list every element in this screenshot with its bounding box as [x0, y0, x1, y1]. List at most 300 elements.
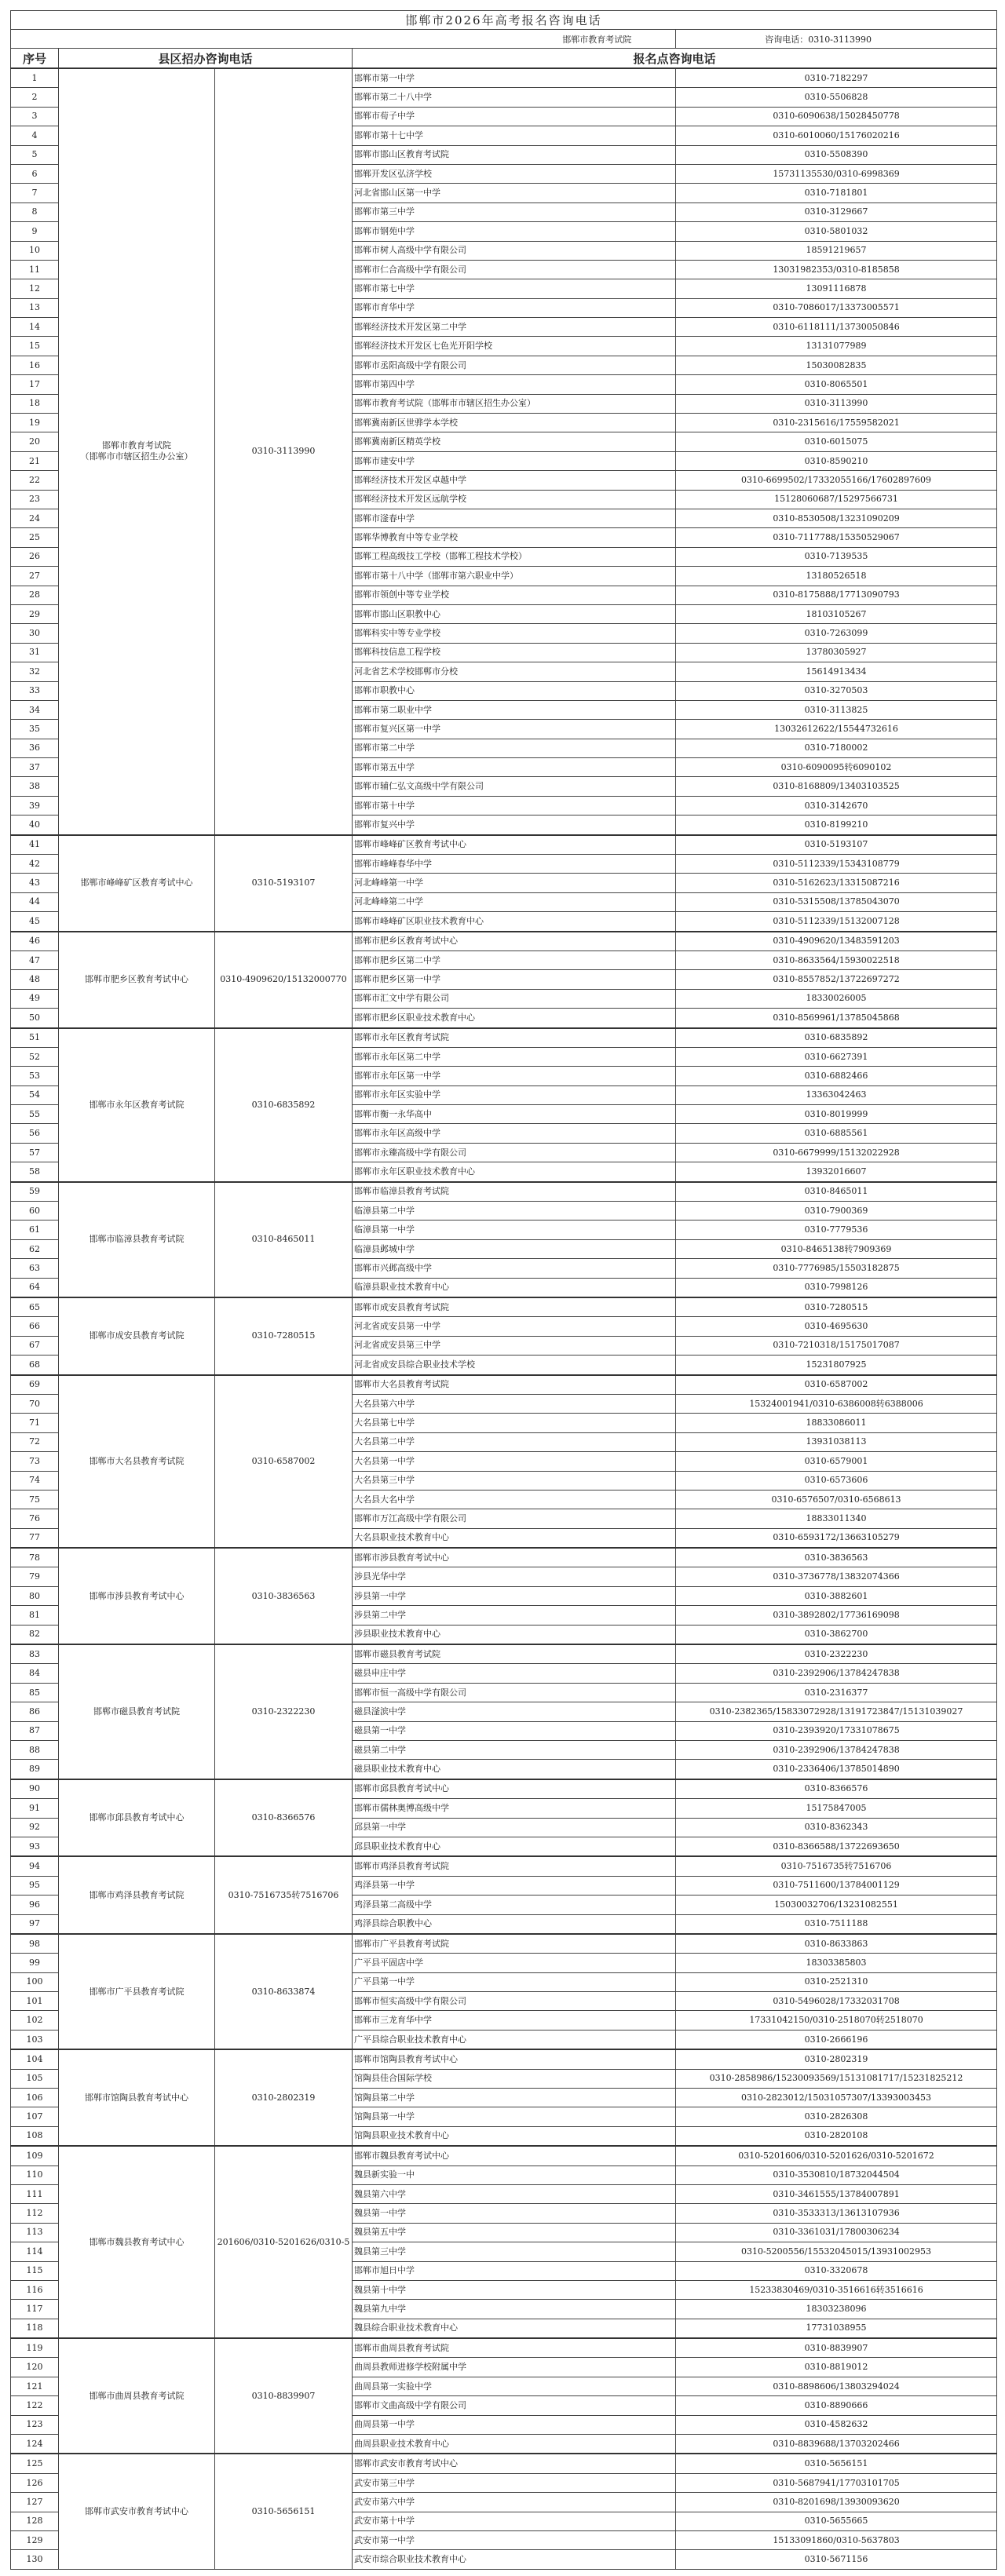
row-number: 6 [11, 164, 59, 183]
site-name: 邯郸市恒实高级中学有限公司 [353, 1992, 676, 2011]
site-phone: 0310-8839907 [676, 2338, 997, 2358]
site-phone: 0310-5162623/13315087216 [676, 874, 997, 892]
row-number: 83 [11, 1644, 59, 1664]
row-number: 60 [11, 1202, 59, 1220]
site-phone: 13091116878 [676, 279, 997, 298]
site-name: 馆陶县佳合国际学校 [353, 2069, 676, 2088]
row-number: 13 [11, 298, 59, 317]
site-name: 邯郸市大名县教育考试院 [353, 1375, 676, 1395]
site-phone: 0310-2666196 [676, 2030, 997, 2049]
site-phone: 15128060687/15297566731 [676, 490, 997, 509]
site-name: 河北省成安县第一中学 [353, 1317, 676, 1336]
site-phone: 0310-2336406/13785014890 [676, 1760, 997, 1779]
site-name: 河北省邯山区第一中学 [353, 184, 676, 203]
row-number: 45 [11, 912, 59, 932]
site-phone: 0310-7180002 [676, 739, 997, 757]
site-phone: 0310-3736778/13832074366 [676, 1567, 997, 1586]
row-number: 70 [11, 1394, 59, 1413]
site-phone: 0310-3113825 [676, 700, 997, 719]
site-name: 邯郸市儒林奥博高级中学 [353, 1799, 676, 1818]
site-phone: 0310-2392906/13784247838 [676, 1740, 997, 1759]
row-number: 15 [11, 337, 59, 356]
site-phone: 0310-5112339/15132007128 [676, 912, 997, 932]
row-number: 99 [11, 1954, 59, 1972]
site-phone: 0310-8633564/15930022518 [676, 950, 997, 969]
row-number: 129 [11, 2531, 59, 2550]
site-name: 鸡泽县综合职教中心 [353, 1914, 676, 1934]
county-office-phone: 0310-8366576 [215, 1779, 353, 1857]
site-phone: 0310-2316377 [676, 1683, 997, 1702]
row-number: 10 [11, 241, 59, 260]
site-phone: 0310-6015075 [676, 432, 997, 451]
site-name: 邯郸市荀子中学 [353, 107, 676, 126]
site-name: 魏县新实验一中 [353, 2166, 676, 2184]
row-number: 9 [11, 222, 59, 241]
county-office-name: 邯郸市峰峰矿区教育考试中心 [59, 835, 215, 932]
site-name: 邯郸市建安中学 [353, 451, 676, 470]
site-phone: 0310-3113990 [676, 394, 997, 413]
row-number: 102 [11, 2011, 59, 2030]
row-number: 104 [11, 2049, 59, 2069]
site-name: 邯郸市衡一永华高中 [353, 1105, 676, 1124]
site-name: 邯郸市磁县教育考试院 [353, 1644, 676, 1664]
county-office-name: 邯郸市大名县教育考试院 [59, 1375, 215, 1549]
site-name: 武安市综合职业技术教育中心 [353, 2550, 676, 2569]
site-name: 邯郸科技信息工程学校 [353, 643, 676, 662]
row-number: 87 [11, 1721, 59, 1740]
row-number: 93 [11, 1837, 59, 1856]
site-name: 河北峰峰第一中学 [353, 874, 676, 892]
county-office-phone: 0310-4909620/15132000770 [215, 932, 353, 1028]
site-phone: 0310-7263099 [676, 624, 997, 643]
site-name: 大名县第三中学 [353, 1471, 676, 1490]
site-name: 邯郸科实中等专业学校 [353, 624, 676, 643]
county-office-phone: 0310-2802319 [215, 2049, 353, 2146]
row-number: 119 [11, 2338, 59, 2358]
site-name: 邯郸工程高级技工学校（邯郸工程技术学校） [353, 547, 676, 566]
site-phone: 0310-7776985/15503182875 [676, 1259, 997, 1278]
county-office-name: 邯郸市成安县教育考试院 [59, 1297, 215, 1375]
row-number: 109 [11, 2146, 59, 2166]
row-number: 2 [11, 88, 59, 107]
row-number: 44 [11, 892, 59, 911]
table-row [11, 1182, 997, 1202]
row-number: 66 [11, 1317, 59, 1336]
county-office-name: 邯郸市广平县教育考试院 [59, 1934, 215, 2049]
site-phone: 0310-4582632 [676, 2415, 997, 2434]
site-phone: 0310-5496028/17332031708 [676, 1992, 997, 2011]
row-number: 97 [11, 1914, 59, 1934]
site-name: 邯郸市永年区第二中学 [353, 1047, 676, 1066]
site-phone: 18330026005 [676, 989, 997, 1008]
row-number: 43 [11, 874, 59, 892]
row-number: 53 [11, 1067, 59, 1085]
row-number: 17 [11, 375, 59, 394]
row-number: 64 [11, 1278, 59, 1297]
site-phone: 0310-6699502/17332055166/17602897609 [676, 471, 997, 490]
row-number: 27 [11, 567, 59, 586]
row-number: 11 [11, 260, 59, 279]
site-phone: 0310-6090095转6090102 [676, 758, 997, 777]
org-label: 邯郸市教育考试院 咨询电话：0310-3113990 [11, 30, 676, 49]
row-number: 88 [11, 1740, 59, 1759]
row-number: 36 [11, 739, 59, 757]
row-number: 28 [11, 586, 59, 604]
site-name: 邯郸市汇文中学有限公司 [353, 989, 676, 1008]
site-phone: 0310-6593172/13663105279 [676, 1528, 997, 1548]
site-name: 临漳县第一中学 [353, 1220, 676, 1239]
site-phone: 13931038113 [676, 1432, 997, 1451]
row-number: 32 [11, 662, 59, 681]
row-number: 16 [11, 356, 59, 374]
site-name: 邯郸冀南新区精英学校 [353, 432, 676, 451]
site-phone: 0310-6835892 [676, 1028, 997, 1048]
site-name: 大名县第六中学 [353, 1394, 676, 1413]
row-number: 12 [11, 279, 59, 298]
row-number: 50 [11, 1009, 59, 1028]
site-name: 邯郸市文曲高级中学有限公司 [353, 2396, 676, 2415]
row-number: 73 [11, 1452, 59, 1471]
row-number: 62 [11, 1239, 59, 1258]
site-name: 馆陶县第一中学 [353, 2107, 676, 2126]
row-number: 5 [11, 145, 59, 164]
site-phone: 0310-6010060/15176020216 [676, 126, 997, 145]
row-number: 18 [11, 394, 59, 413]
site-phone: 0310-7182297 [676, 68, 997, 88]
site-name: 邯郸市涉县教育考试中心 [353, 1548, 676, 1567]
site-name: 邯郸市成安县教育考试院 [353, 1297, 676, 1317]
row-number: 48 [11, 970, 59, 989]
row-number: 126 [11, 2473, 59, 2492]
site-phone: 15175847005 [676, 1799, 997, 1818]
site-phone: 15231807925 [676, 1356, 997, 1375]
county-office-name: 邯郸市永年区教育考试院 [59, 1028, 215, 1182]
site-name: 魏县综合职业技术教育中心 [353, 2319, 676, 2338]
row-number: 78 [11, 1548, 59, 1567]
row-number: 31 [11, 643, 59, 662]
site-phone: 0310-6576507/0310-6568613 [676, 1490, 997, 1509]
row-number: 106 [11, 2089, 59, 2107]
site-phone: 0310-3530810/18732044504 [676, 2166, 997, 2184]
row-number: 85 [11, 1683, 59, 1702]
site-name: 邯郸冀南新区世骅学本学校 [353, 414, 676, 432]
site-name: 武安市第三中学 [353, 2473, 676, 2492]
county-office-phone: 0310-6587002 [215, 1375, 353, 1549]
table-row [11, 2146, 997, 2166]
site-name: 魏县第五中学 [353, 2223, 676, 2242]
site-name: 魏县第六中学 [353, 2184, 676, 2203]
table-row [11, 68, 997, 88]
row-number: 89 [11, 1760, 59, 1779]
table-row [11, 2049, 997, 2069]
site-phone: 0310-7139535 [676, 547, 997, 566]
site-phone: 0310-3361031/17800306234 [676, 2223, 997, 2242]
row-number: 120 [11, 2358, 59, 2377]
site-phone: 0310-3142670 [676, 796, 997, 815]
site-name: 涉县职业技术教育中心 [353, 1625, 676, 1644]
row-number: 55 [11, 1105, 59, 1124]
table-row [11, 1028, 997, 1048]
table-row [11, 1856, 997, 1876]
county-office-phone: 201606/0310-5201626/0310-5 [215, 2146, 353, 2338]
site-phone: 0310-5508390 [676, 145, 997, 164]
header-county: 县区招办咨询电话 [59, 49, 353, 69]
site-name: 魏县第九中学 [353, 2300, 676, 2319]
site-name: 大名县第一中学 [353, 1452, 676, 1471]
site-phone: 0310-5506828 [676, 88, 997, 107]
row-number: 80 [11, 1586, 59, 1605]
site-phone: 0310-6885561 [676, 1124, 997, 1143]
site-phone: 0310-3461555/13784007891 [676, 2184, 997, 2203]
site-name: 邯郸市育华中学 [353, 298, 676, 317]
site-name: 大名县第七中学 [353, 1414, 676, 1432]
row-number: 117 [11, 2300, 59, 2319]
row-number: 114 [11, 2242, 59, 2261]
row-number: 76 [11, 1509, 59, 1528]
site-phone: 0310-8201698/13930093620 [676, 2493, 997, 2512]
site-name: 邯郸市领创中等专业学校 [353, 586, 676, 604]
row-number: 100 [11, 1972, 59, 1991]
row-number: 21 [11, 451, 59, 470]
site-name: 磁县滏滨中学 [353, 1702, 676, 1721]
site-name: 邯郸市永年区职业技术教育中心 [353, 1162, 676, 1182]
site-phone: 0310-5671156 [676, 2550, 997, 2569]
site-phone: 18591219657 [676, 241, 997, 260]
site-phone: 0310-8019999 [676, 1105, 997, 1124]
site-name: 鸡泽县第二高级中学 [353, 1896, 676, 1914]
site-name: 邯郸华博教育中等专业学校 [353, 528, 676, 547]
site-phone: 18303385803 [676, 1954, 997, 1972]
row-number: 29 [11, 604, 59, 623]
site-phone: 0310-8362343 [676, 1818, 997, 1837]
site-name: 邱县职业技术教育中心 [353, 1837, 676, 1856]
row-number: 92 [11, 1818, 59, 1837]
county-office-name: 邯郸市魏县教育考试中心 [59, 2146, 215, 2338]
site-phone: 17331042150/0310-2518070转2518070 [676, 2011, 997, 2030]
site-name: 涉县第二中学 [353, 1606, 676, 1625]
phone-table [10, 10, 997, 2570]
site-phone: 0310-8890666 [676, 2396, 997, 2415]
site-name: 邯郸市第十七中学 [353, 126, 676, 145]
site-name: 邯郸开发区弘济学校 [353, 164, 676, 183]
row-number: 56 [11, 1124, 59, 1143]
site-name: 邯郸市永年区教育考试院 [353, 1028, 676, 1048]
site-name: 邯郸市第三中学 [353, 203, 676, 221]
site-name: 邯郸市第五中学 [353, 758, 676, 777]
site-name: 曲周县第一实验中学 [353, 2377, 676, 2395]
row-number: 122 [11, 2396, 59, 2415]
site-name: 邯郸市教育考试院（邯郸市市辖区招生办公室） [353, 394, 676, 413]
site-name: 曲周县职业技术教育中心 [353, 2435, 676, 2454]
site-phone: 0310-8366588/13722693650 [676, 1837, 997, 1856]
table-row [11, 835, 997, 855]
site-phone: 18833086011 [676, 1414, 997, 1432]
row-number: 7 [11, 184, 59, 203]
site-name: 邯郸市复兴中学 [353, 815, 676, 835]
site-name: 邯郸市第二中学 [353, 739, 676, 757]
site-name: 邯郸市永臻高级中学有限公司 [353, 1143, 676, 1162]
site-name: 馆陶县第二中学 [353, 2089, 676, 2107]
site-phone: 0310-2820108 [676, 2126, 997, 2146]
site-name: 邯郸经济技术开发区七色光开阳学校 [353, 337, 676, 356]
site-phone: 0310-6090638/15028450778 [676, 107, 997, 126]
row-number: 23 [11, 490, 59, 509]
row-number: 39 [11, 796, 59, 815]
site-name: 河北省成安县第三中学 [353, 1336, 676, 1355]
row-number: 26 [11, 547, 59, 566]
row-number: 67 [11, 1336, 59, 1355]
row-number: 123 [11, 2415, 59, 2434]
site-name: 邯郸市职教中心 [353, 681, 676, 700]
document-title: 邯郸市2026年高考报名咨询电话 [11, 11, 997, 30]
site-phone: 0310-8366576 [676, 1779, 997, 1799]
row-number: 110 [11, 2166, 59, 2184]
row-number: 37 [11, 758, 59, 777]
row-number: 105 [11, 2069, 59, 2088]
site-phone: 15324001941/0310-6386008转6388006 [676, 1394, 997, 1413]
row-number: 41 [11, 835, 59, 855]
county-office-name: 邯郸市肥乡区教育考试中心 [59, 932, 215, 1028]
site-name: 邯郸市曲周县教育考试院 [353, 2338, 676, 2358]
site-name: 大名县第二中学 [353, 1432, 676, 1451]
row-number: 118 [11, 2319, 59, 2338]
row-number: 49 [11, 989, 59, 1008]
row-number: 101 [11, 1992, 59, 2011]
table-row [11, 2454, 997, 2473]
site-name: 武安市第十中学 [353, 2512, 676, 2530]
site-phone: 13031982353/0310-8185858 [676, 260, 997, 279]
site-phone: 0310-2858986/15230093569/15131081717/15231825212 [676, 2069, 997, 2088]
site-name: 武安市第六中学 [353, 2493, 676, 2512]
site-phone: 0310-3882601 [676, 1586, 997, 1605]
site-phone: 0310-6587002 [676, 1375, 997, 1395]
county-office-phone: 0310-8465011 [215, 1182, 353, 1297]
site-name: 邯郸市第二十八中学 [353, 88, 676, 107]
site-name: 河北省成安县综合职业技术学校 [353, 1356, 676, 1375]
site-phone: 13363042463 [676, 1085, 997, 1104]
site-phone: 0310-3270503 [676, 681, 997, 700]
site-name: 邯郸市旭日中学 [353, 2261, 676, 2280]
county-office-name: 邯郸市馆陶县教育考试中心 [59, 2049, 215, 2146]
county-office-phone: 0310-8633874 [215, 1934, 353, 2049]
site-name: 魏县第三中学 [353, 2242, 676, 2261]
row-number: 65 [11, 1297, 59, 1317]
county-office-phone: 0310-7516735转7516706 [215, 1856, 353, 1934]
site-phone: 0310-7516735转7516706 [676, 1856, 997, 1876]
row-number: 35 [11, 720, 59, 739]
site-phone: 0310-7181801 [676, 184, 997, 203]
site-name: 邯郸市峰峰矿区职业技术教育中心 [353, 912, 676, 932]
site-phone: 0310-5801032 [676, 222, 997, 241]
county-office-phone: 0310-2322230 [215, 1644, 353, 1779]
site-name: 邯郸市万江高级中学有限公司 [353, 1509, 676, 1528]
row-number: 47 [11, 950, 59, 969]
header-seq: 序号 [11, 49, 59, 69]
site-phone: 0310-2802319 [676, 2049, 997, 2069]
site-name: 馆陶县职业技术教育中心 [353, 2126, 676, 2146]
county-office-name: 邯郸市教育考试院 （邯郸市市辖区招生办公室） [59, 68, 215, 835]
row-number: 130 [11, 2550, 59, 2569]
row-number: 108 [11, 2126, 59, 2146]
row-number: 79 [11, 1567, 59, 1586]
row-number: 98 [11, 1934, 59, 1954]
site-phone: 18103105267 [676, 604, 997, 623]
site-phone: 0310-3129667 [676, 203, 997, 221]
row-number: 72 [11, 1432, 59, 1451]
site-name: 邯郸市峰峰矿区教育考试中心 [353, 835, 676, 855]
site-name: 邯郸市肥乡区职业技术教育中心 [353, 1009, 676, 1028]
site-name: 邯郸市魏县教育考试中心 [353, 2146, 676, 2166]
row-number: 54 [11, 1085, 59, 1104]
site-name: 邯郸市临漳县教育考试院 [353, 1182, 676, 1202]
site-phone: 0310-6573606 [676, 1471, 997, 1490]
site-name: 魏县第一中学 [353, 2204, 676, 2223]
site-phone: 0310-6679999/15132022928 [676, 1143, 997, 1162]
site-phone: 0310-7998126 [676, 1278, 997, 1297]
site-name: 临漳县第二中学 [353, 1202, 676, 1220]
row-number: 96 [11, 1896, 59, 1914]
row-number: 42 [11, 855, 59, 874]
site-name: 邯郸市树人高级中学有限公司 [353, 241, 676, 260]
site-phone: 0310-2382365/15833072928/13191723847/15131039027 [676, 1702, 997, 1721]
row-number: 24 [11, 509, 59, 527]
site-phone: 13032612622/15544732616 [676, 720, 997, 739]
table-row [11, 1297, 997, 1317]
row-number: 86 [11, 1702, 59, 1721]
site-phone: 0310-5687941/17703101705 [676, 2473, 997, 2492]
site-phone: 0310-6579001 [676, 1452, 997, 1471]
site-name: 邯郸市第四中学 [353, 375, 676, 394]
site-phone: 0310-7210318/15175017087 [676, 1336, 997, 1355]
site-name: 临漳县邺城中学 [353, 1239, 676, 1258]
row-number: 94 [11, 1856, 59, 1876]
site-phone: 15233830469/0310-3516616转3516616 [676, 2280, 997, 2299]
site-phone: 0310-2393920/17331078675 [676, 1721, 997, 1740]
row-number: 95 [11, 1876, 59, 1895]
site-phone: 0310-4695630 [676, 1317, 997, 1336]
site-phone: 0310-5315508/13785043070 [676, 892, 997, 911]
registration-phone-sheet [10, 10, 996, 2570]
site-phone: 0310-5112339/15343108779 [676, 855, 997, 874]
row-number: 52 [11, 1047, 59, 1066]
site-phone: 0310-2823012/15031057307/13393003453 [676, 2089, 997, 2107]
site-phone: 0310-8465138转7909369 [676, 1239, 997, 1258]
row-number: 112 [11, 2204, 59, 2223]
county-office-name: 邯郸市鸡泽县教育考试院 [59, 1856, 215, 1934]
row-number: 33 [11, 681, 59, 700]
table-row [11, 1548, 997, 1567]
site-name: 邯郸市永年区第一中学 [353, 1067, 676, 1085]
site-phone: 0310-3862700 [676, 1625, 997, 1644]
table-row [11, 2338, 997, 2358]
site-phone: 15030082835 [676, 356, 997, 374]
row-number: 63 [11, 1259, 59, 1278]
row-number: 71 [11, 1414, 59, 1432]
site-phone: 18303238096 [676, 2300, 997, 2319]
site-name: 邯郸市肥乡区第二中学 [353, 950, 676, 969]
site-phone: 0310-8465011 [676, 1182, 997, 1202]
site-phone: 13780305927 [676, 643, 997, 662]
county-office-name: 邯郸市涉县教育考试中心 [59, 1548, 215, 1644]
site-name: 邯郸市邱县教育考试中心 [353, 1779, 676, 1799]
row-number: 1 [11, 68, 59, 88]
row-number: 124 [11, 2435, 59, 2454]
consult-phone: 咨询电话：0310-3113990 [765, 34, 872, 45]
site-phone: 0310-2392906/13784247838 [676, 1664, 997, 1683]
site-phone: 0310-8633863 [676, 1934, 997, 1954]
site-name: 磁县第二中学 [353, 1740, 676, 1759]
site-name: 河北省艺术学校邯郸市分校 [353, 662, 676, 681]
